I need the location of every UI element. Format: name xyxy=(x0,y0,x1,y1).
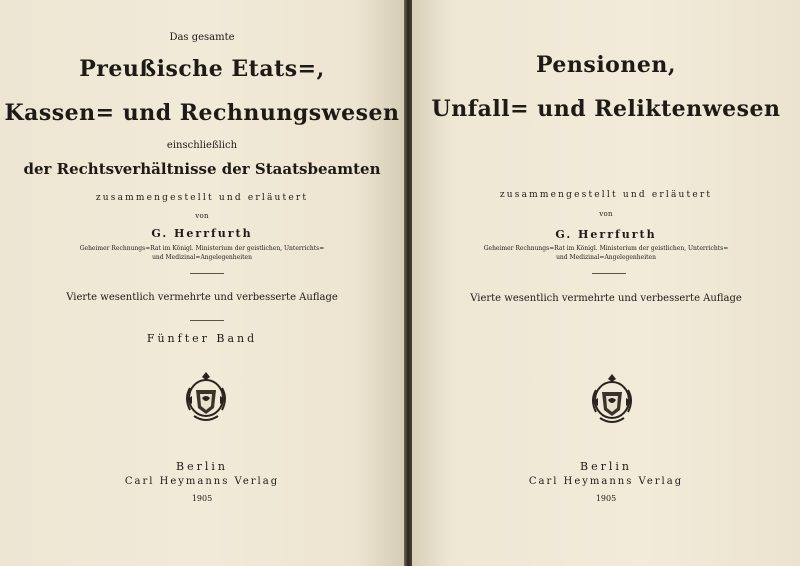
right-publisher: Carl Heymanns Verlag xyxy=(528,476,684,487)
right-compiled: zusammengestellt und erläutert xyxy=(499,190,713,200)
publisher-emblem-icon xyxy=(588,372,636,426)
left-author-rank-1: Geheimer Rechnungs=Rat im Königl. Ministerium der geistlichen, Unterrichts= xyxy=(79,245,325,252)
left-author-rank-2: und Medizinal=Angelegenheiten xyxy=(152,254,252,261)
right-author: G. Herrfurth xyxy=(555,228,657,241)
left-inclusive: einschließlich xyxy=(166,140,238,151)
right-by: von xyxy=(599,210,613,218)
left-title-line1: Preußische Etats=, xyxy=(79,56,325,82)
left-city: Berlin xyxy=(176,460,228,473)
left-by: von xyxy=(195,212,209,220)
right-divider xyxy=(592,273,626,274)
right-page xyxy=(412,0,800,566)
right-edition: Vierte wesentlich vermehrte und verbesserte Auflage xyxy=(470,293,742,304)
left-intro: Das gesamte xyxy=(169,32,235,43)
right-author-rank-2: und Medizinal=Angelegenheiten xyxy=(556,254,656,261)
left-subtitle: der Rechtsverhältnisse der Staatsbeamten xyxy=(23,160,381,178)
left-divider xyxy=(190,273,224,274)
left-publisher: Carl Heymanns Verlag xyxy=(124,476,280,487)
publisher-emblem-icon xyxy=(182,370,230,424)
right-year: 1905 xyxy=(595,494,617,503)
right-author-rank-1: Geheimer Rechnungs=Rat im Königl. Ministerium der geistlichen, Unterrichts= xyxy=(483,245,729,252)
left-author: G. Herrfurth xyxy=(151,227,253,240)
left-compiled: zusammengestellt und erläutert xyxy=(95,193,309,203)
left-volume: Fünfter Band xyxy=(146,332,258,345)
left-edition: Vierte wesentlich vermehrte und verbesserte Auflage xyxy=(66,292,338,303)
right-title-line2: Unfall= und Reliktenwesen xyxy=(431,96,781,122)
left-year: 1905 xyxy=(191,494,213,503)
left-title-line2: Kassen= und Rechnungswesen xyxy=(4,100,400,126)
book-gutter xyxy=(404,0,412,566)
right-title-line1: Pensionen, xyxy=(535,52,676,78)
right-city: Berlin xyxy=(580,460,632,473)
left-divider-2 xyxy=(190,320,224,321)
